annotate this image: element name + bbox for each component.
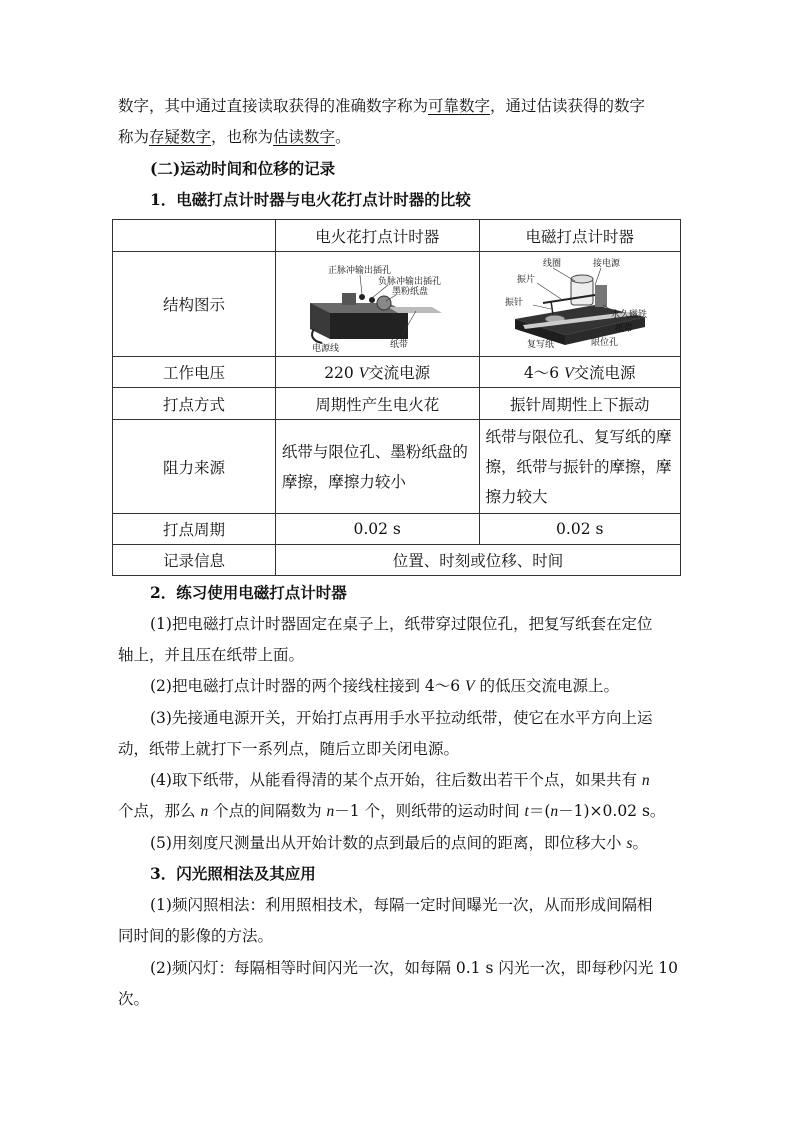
unit-v: V <box>358 365 369 382</box>
label-connect-power: 接电源 <box>592 259 620 269</box>
term-reliable-digit: 可靠数字 <box>428 97 491 115</box>
em-timer-figure-cell <box>479 252 681 357</box>
label-carbon-paper: 复写纸 <box>526 340 554 350</box>
header-em-timer: 电磁打点计时器 <box>479 220 681 252</box>
label-coil: 线圈 <box>542 259 561 269</box>
text-line: 纸带与限位孔、复写纸的摩 <box>485 427 672 446</box>
text: 的低压交流电源上。 <box>474 677 619 695</box>
var-n: n <box>326 803 335 820</box>
var-n: n <box>200 803 209 820</box>
var-s: s <box>626 835 633 852</box>
text: 称为 <box>118 128 150 146</box>
text: 交流电源 <box>573 364 636 382</box>
text-line: 擦力较大 <box>485 487 548 506</box>
step-4-line <box>118 801 678 822</box>
heading-flash-photography: 3．闪光照相法及其应用 <box>150 864 316 883</box>
text: －1)×0.02 s。 <box>558 802 666 820</box>
text: (4)取下纸带，从能看得清的某个点开始，往后数出若干个点，如果共有 <box>150 771 642 789</box>
para-line <box>118 127 678 147</box>
term-doubtful-digit: 存疑数字 <box>149 128 212 146</box>
step-4-line <box>150 770 710 791</box>
text-line: 擦，纸带与振针的摩擦，摩 <box>485 457 672 476</box>
label-vibrating-needle: 振针 <box>504 298 523 308</box>
text: ，通过估读获得的数字 <box>490 97 646 115</box>
row-label: 打点方式 <box>113 388 276 420</box>
table-cell-empty <box>113 220 276 252</box>
spark-period: 0.02 s <box>275 514 479 545</box>
em-period: 0.02 s <box>479 514 681 545</box>
text: 交流电源 <box>368 364 431 382</box>
text: 个点，那么 <box>118 802 201 820</box>
step-5-line <box>150 833 710 854</box>
em-resistance <box>479 420 681 514</box>
text: 220 <box>324 364 359 382</box>
text: 。 <box>335 128 351 146</box>
step-1-line: (1)把电磁打点计时器固定在桌子上，纸带穿过限位孔，把复写纸套在定位 <box>150 615 653 633</box>
label-paper-tape: 纸带 <box>390 340 409 350</box>
text: (5)用刻度尺测量出从开始计数的点到最后的点间的距离，即位移大小 <box>150 834 627 852</box>
text-line: 纸带与限位孔、墨粉纸盘的 <box>281 442 468 461</box>
unit-v: V <box>465 678 475 695</box>
unit-v: V <box>564 365 574 382</box>
table-row <box>113 252 681 357</box>
text: 。 <box>632 834 648 852</box>
text: ，也称为 <box>211 128 274 146</box>
em-timer-illustration <box>495 255 665 353</box>
table-row <box>113 545 681 576</box>
section-title: (二)运动时间和位移的记录 <box>150 159 336 178</box>
flash-1-line: 同时间的影像的方法。 <box>118 927 274 945</box>
text: 个点的间隔数为 <box>208 802 327 820</box>
label-pos-pulse-socket: 正脉冲输出插孔 <box>328 266 392 276</box>
label-permanent-magnet: 永久磁铁 <box>610 310 647 320</box>
table-row <box>113 420 681 514</box>
spark-timer-illustration <box>292 255 462 353</box>
label-toner-disc: 墨粉纸盘 <box>392 287 429 297</box>
text: －1 个，则纸带的运动时间 <box>334 802 525 820</box>
row-label: 结构图示 <box>113 252 276 357</box>
label-vibrating-plate: 振片 <box>516 275 535 285</box>
row-label: 记录信息 <box>113 545 276 576</box>
row-label: 阻力来源 <box>113 420 276 514</box>
var-n: n <box>641 772 650 789</box>
step-2-line <box>150 676 710 697</box>
para-line <box>118 96 678 116</box>
var-n: n <box>550 803 559 820</box>
table-row <box>113 514 681 545</box>
label-neg-pulse-socket: 负脉冲输出插孔 <box>378 277 442 287</box>
comparison-table <box>112 219 681 576</box>
row-label: 打点周期 <box>113 514 276 545</box>
row-label: 工作电压 <box>113 357 276 388</box>
spark-method: 周期性产生电火花 <box>275 388 479 420</box>
flash-2-line: 次。 <box>118 990 150 1008</box>
header-spark-timer: 电火花打点计时器 <box>275 220 479 252</box>
step-3-line: (3)先接通电源开关，开始打点再用手水平拉动纸带，使它在水平方向上运 <box>150 709 653 727</box>
text: 数字，其中通过直接读取获得的准确数字称为 <box>118 97 429 115</box>
step-1-line: 轴上，并且压在纸带上面。 <box>118 646 305 664</box>
flash-2-line: (2)频闪灯：每隔相等时间闪光一次，如每隔 0.1 s 闪光一次，即每秒闪光 10 <box>150 959 678 977</box>
record-info: 位置、时刻或位移、时间 <box>275 545 680 576</box>
table-row <box>113 220 681 252</box>
table-row <box>113 357 681 388</box>
spark-timer-figure-cell <box>275 252 479 357</box>
label-limit-hole: 限位孔 <box>590 338 618 348</box>
var-t: t <box>524 803 529 820</box>
text: ＝( <box>528 802 551 820</box>
text: 4～6 <box>523 364 565 382</box>
em-voltage <box>479 357 681 388</box>
text: (2)把电磁打点计时器的两个接线柱接到 4～6 <box>150 677 466 695</box>
step-3-line: 动，纸带上就打下一系列点，随后立即关闭电源。 <box>118 740 460 758</box>
heading-practice: 2．练习使用电磁打点计时器 <box>150 583 347 602</box>
text-line: 摩擦，摩擦力较小 <box>281 472 406 491</box>
label-paper-tape: 纸带 <box>614 324 633 334</box>
term-estimated-digit: 估读数字 <box>273 128 336 146</box>
spark-resistance <box>275 420 479 514</box>
table-row <box>113 388 681 420</box>
em-method: 振针周期性上下振动 <box>479 388 681 420</box>
spark-voltage <box>275 357 479 388</box>
heading-comparison: 1．电磁打点计时器与电火花打点计时器的比较 <box>150 190 471 209</box>
label-power-cord: 电源线 <box>312 344 340 353</box>
flash-1-line: (1)频闪照相法：利用照相技术，每隔一定时间曝光一次，从而形成间隔相 <box>150 896 653 914</box>
